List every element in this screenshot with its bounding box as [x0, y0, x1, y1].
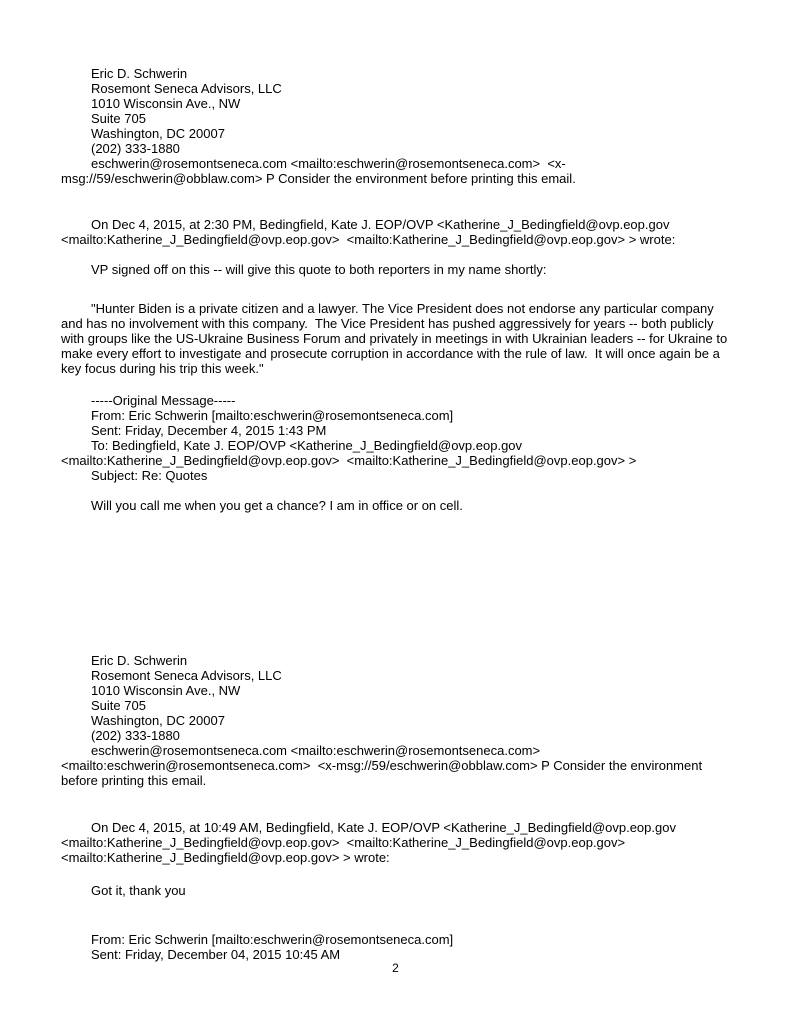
text-line: Eric D. Schwerin — [91, 653, 188, 668]
text-line: (202) 333-1880 — [91, 728, 180, 743]
original-message-header — [61, 393, 781, 483]
text-line: Subject: Re: Quotes — [91, 468, 208, 483]
text-line: make every effort to investigate and prosecute corruption in accordance with the rule of law. It will once again be a — [61, 346, 720, 361]
got-it-line — [61, 883, 781, 898]
text-line: eschwerin@rosemontseneca.com <mailto:eschwerin@rosemontseneca.com> — [91, 743, 541, 758]
text-line: -----Original Message----- — [91, 393, 236, 408]
text-line: <mailto:eschwerin@rosemontseneca.com> <x-msg://59/eschwerin@obblaw.com> P Consider the environment — [61, 758, 703, 773]
trailing-message-header — [61, 932, 781, 962]
text-line: key focus during his trip this week." — [61, 361, 264, 376]
text-line: <mailto:Katherine_J_Bedingfield@ovp.eop.gov> <mailto:Katherine_J_Bedingfield@ovp.eop.gov> — [61, 835, 626, 850]
text-line: <mailto:Katherine_J_Bedingfield@ovp.eop.gov> <mailto:Katherine_J_Bedingfield@ovp.eop.gov> > — [61, 453, 637, 468]
text-line: Washington, DC 20007 — [91, 713, 225, 728]
reply-header-1049am — [61, 820, 781, 865]
text-line: From: Eric Schwerin [mailto:eschwerin@rosemontseneca.com] — [91, 932, 454, 947]
text-line: Got it, thank you — [91, 883, 186, 898]
text-line: before printing this email. — [61, 773, 207, 788]
text-line: To: Bedingfield, Kate J. EOP/OVP <Katherine_J_Bedingfield@ovp.eop.gov — [91, 438, 523, 453]
text-line: "Hunter Biden is a private citizen and a lawyer. The Vice President does not endorse any particular company — [91, 301, 714, 316]
text-line: Sent: Friday, December 4, 2015 1:43 PM — [91, 423, 327, 438]
text-line: msg://59/eschwerin@obblaw.com> P Consider the environment before printing this email. — [61, 171, 576, 186]
text-line: Suite 705 — [91, 698, 146, 713]
text-line: with groups like the US-Ukraine Business Forum and privately in meetings in with Ukrainian leaders -- for Ukraine to — [61, 331, 728, 346]
call-request-line — [61, 498, 781, 513]
vp-signoff-line — [61, 262, 781, 277]
text-line: (202) 333-1880 — [91, 141, 180, 156]
text-line: eschwerin@rosemontseneca.com <mailto:eschwerin@rosemontseneca.com> <x- — [91, 156, 566, 171]
text-line: Washington, DC 20007 — [91, 126, 225, 141]
text-line: <mailto:Katherine_J_Bedingfield@ovp.eop.gov> <mailto:Katherine_J_Bedingfield@ovp.eop.gov> > wrote: — [61, 232, 676, 247]
text-line: Will you call me when you get a chance? I am in office or on cell. — [91, 498, 463, 513]
statement-quote — [61, 301, 781, 376]
text-line: Eric D. Schwerin — [91, 66, 188, 81]
text-line: Sent: Friday, December 04, 2015 10:45 AM — [91, 947, 341, 962]
text-line: Suite 705 — [91, 111, 146, 126]
text-line: 1010 Wisconsin Ave., NW — [91, 683, 241, 698]
text-line: On Dec 4, 2015, at 2:30 PM, Bedingfield, Kate J. EOP/OVP <Katherine_J_Bedingfield@ovp.eop.gov — [91, 217, 670, 232]
reply-header-230pm — [61, 217, 781, 247]
signature-block-2 — [61, 653, 781, 788]
page-number: 2 — [392, 961, 399, 975]
text-line: On Dec 4, 2015, at 10:49 AM, Bedingfield, Kate J. EOP/OVP <Katherine_J_Bedingfield@ovp.eop.gov — [91, 820, 676, 835]
text-line: and has no involvement with this company. The Vice President has pushed aggressively for years -- both publicly — [61, 316, 714, 331]
text-line: <mailto:Katherine_J_Bedingfield@ovp.eop.gov> > wrote: — [61, 850, 390, 865]
text-line: VP signed off on this -- will give this quote to both reporters in my name shortly: — [91, 262, 547, 277]
text-line: Rosemont Seneca Advisors, LLC — [91, 81, 282, 96]
text-line: Rosemont Seneca Advisors, LLC — [91, 668, 282, 683]
signature-block-1 — [61, 66, 781, 186]
text-line: From: Eric Schwerin [mailto:eschwerin@rosemontseneca.com] — [91, 408, 454, 423]
text-line: 1010 Wisconsin Ave., NW — [91, 96, 241, 111]
